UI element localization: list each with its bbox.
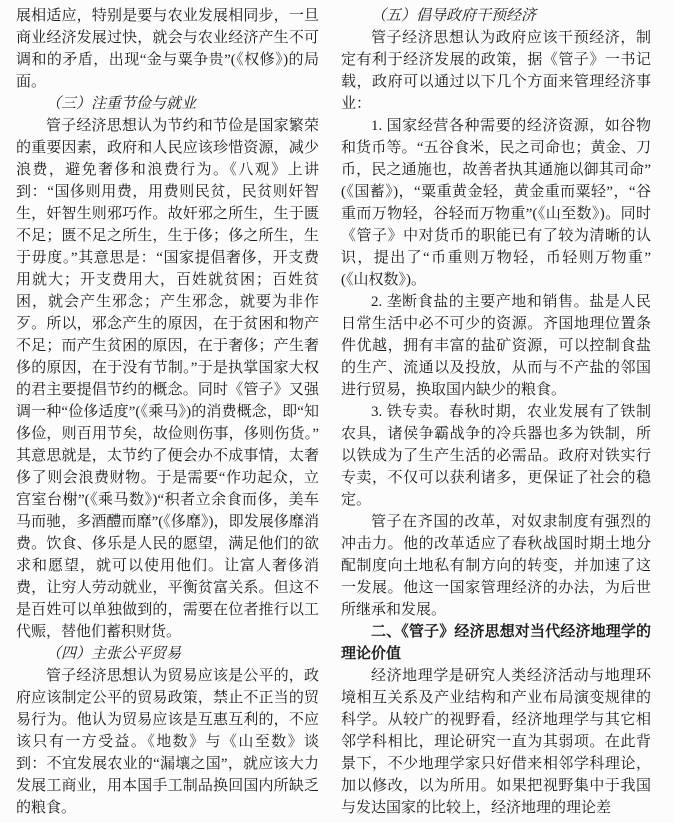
paragraph-fair-trade: 管子经济思想认为贸易应该是公平的，政府应该制定公平的贸易政策，禁止不正当的贸易行为。他认为贸易应该是互惠互利的，不应该只有一方受益。《地数》与《山至数》谈到：不宜发展农业的“漏壤之国”，就应该大力发展工商业，用本国手工制品换回国内所缺乏的粮食。 xyxy=(16,668,319,816)
paragraph-thrift-employment: 管子经济思想认为节约和节俭是国家繁荣的重要因素，政府和人民应该珍惜资源，减少浪费，避免奢侈和浪费行为。《八观》上讲到：“国侈则用费，用费则民贫，民贫则奸智生，奸智生则邪巧作。故奸邪之所生，生于匮不足；匮不足之所生，生于侈；侈之所生，生于毋度。”其意思是：“国家提倡奢侈，开支费用就大；开支费用大，百姓就贫困；百姓贫困，就会产生邪念；产生邪念，就要为非作歹。所以，邪念产生的原因，在于贫困和物产不足；而产生贫困的原因，在于奢侈；产生奢侈的原因，在于没有节制。”于是执掌国家大权的君主要提倡节约的概念。同时《管子》又强调一种“俭侈适度”(《乘马》)的消费概念，即“知侈俭，则百用节矣，故俭则伤事，侈则伤货。”其意思就是，太节约了便会办不成事情，太奢侈了则会浪费财物。于是需要“作功起众，立宫室台榭”(《乘马数》)“积者立余食而侈，美车马而驰，多酒醴而靡”(《侈靡》)，即发展侈靡消费。饮食、侈乐是人民的愿望，满足他们的欲求和愿望，就可以使用他们。让富人奢侈消费，让穷人劳动就业，平衡贫富关系。但这不是百姓可以单独做到的，需要在位者推行以工代赈，替他们蓄积财货。 xyxy=(16,118,319,640)
paragraph-continuation: 展相适应，特别是要与农业发展相同步，一旦商业经济发展过快，就会与农业经济产生不可调和的矛盾，出现“金与粟争贵”(《权修》)的局面。 xyxy=(16,8,319,90)
right-column xyxy=(341,5,651,819)
paragraph-government-intervention-intro: 管子经济思想认为政府应该干预经济，制定有利于经济发展的政策，据《管子》一书记载，政府可以通过以下几个方面来管理经济事业： xyxy=(341,30,651,112)
chapter-heading-2: 二、《管子》经济思想对当代经济地理学的理论价值 xyxy=(341,623,651,662)
paragraph-item-3-iron-monopoly: 3. 铁专卖。春秋时期，农业发展有了铁制农具，诸侯争霸战争的冷兵器也多为铁制，所以铁成为了生产生活的必需品。政府对铁实行专卖，不仅可以获利诸多，更保证了社会的稳定。 xyxy=(341,404,651,508)
section-heading-4: （四）主张公平贸易 xyxy=(46,646,182,662)
paragraph-economic-geography: 经济地理学是研究人类经济活动与地理环境相互关系及产业结构和产业布局演变规律的科学。从较广的视野看，经济地理学与其它相邻学科相比，理论研究一直为其弱项。在此背景下，不少地理学家只好借来相邻学科理论，加以修改，以为所用。如果把视野集中于我国与发达国家的比较上，经济地理的理论差 xyxy=(341,668,651,816)
left-column xyxy=(16,5,319,819)
paragraph-reform-summary: 管子在齐国的改革，对奴隶制度有强烈的冲击力。他的改革适应了春秋战国时期土地分配制度向土地私有制方向的转变，并加速了这一发展。他这一国家管理经济的办法，为后世所继承和发展。 xyxy=(341,514,651,618)
section-heading-3: （三）注重节俭与就业 xyxy=(46,96,197,112)
section-heading-5: （五）倡导政府干预经济 xyxy=(371,8,537,24)
paragraph-item-2-salt-monopoly: 2. 垄断食盐的主要产地和销售。盐是人民日常生活中必不可少的资源。齐国地理位置条件优越，拥有丰富的盐矿资源，可以控制食盐的生产、流通以及投放，从而与不产盐的邻国进行贸易，换取国内缺少的粮食。 xyxy=(341,294,651,398)
paragraph-item-1-resources: 1. 国家经营各种需要的经济资源，如谷物和货币等。“五谷食米，民之司命也；黄金、刀币，民之通施也，故善者执其通施以御其司命”(《国蓄》)，“粟重黄金轻，黄金重而粟轻”，“谷重而万物轻，谷轻而万物重”(《山至数》)。同时《管子》中对货币的职能已有了较为清晰的认识，提出了“币重则万物轻，币轻则万物重”(《山权数》)。 xyxy=(341,118,651,288)
